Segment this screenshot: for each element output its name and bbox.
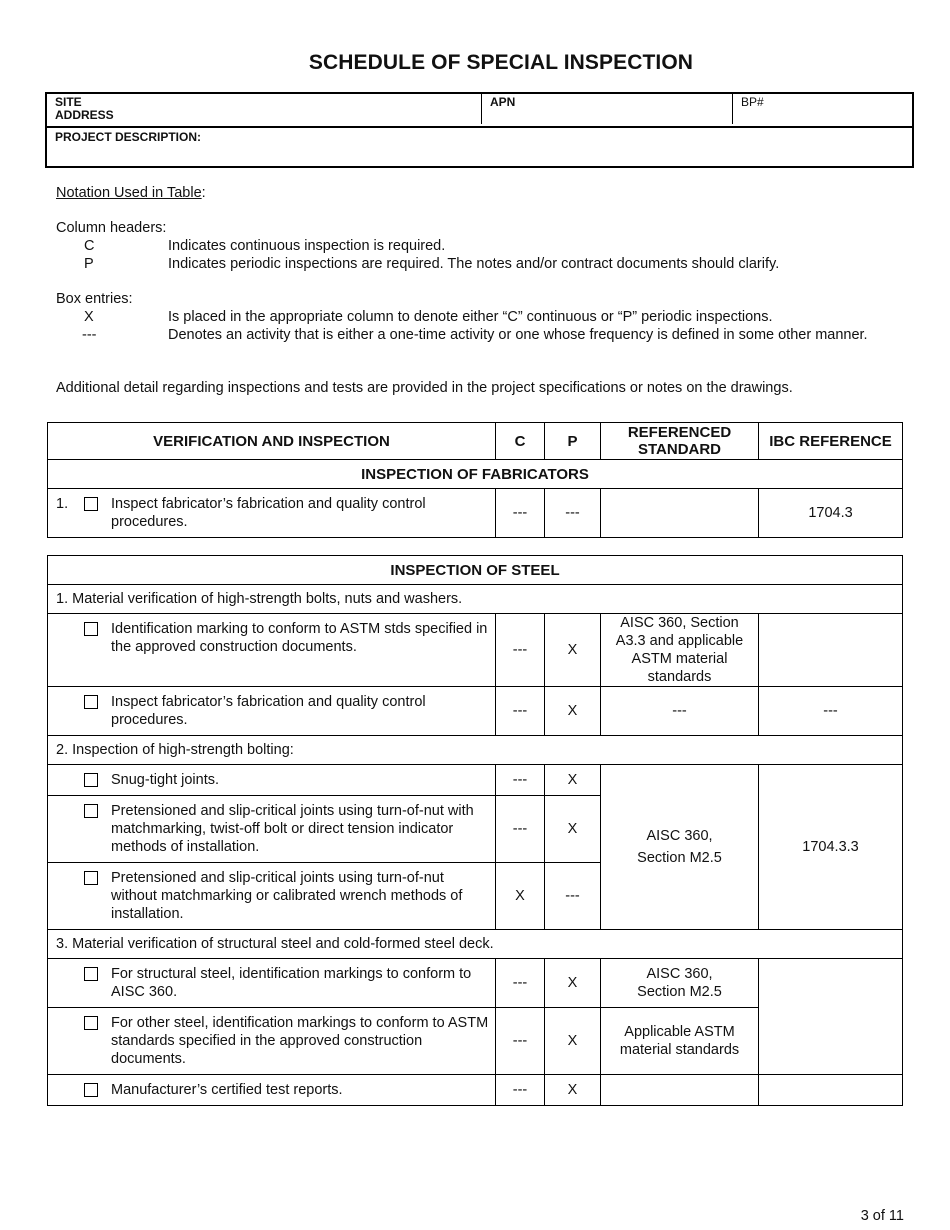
header-p: P xyxy=(545,423,601,460)
header-verification: VERIFICATION AND INSPECTION xyxy=(48,423,496,460)
group-1-label: 1. Material verification of high-strength bolts, nuts and washers. xyxy=(48,585,903,614)
group-row xyxy=(48,585,903,614)
note-dash xyxy=(56,326,916,344)
column-headers-label: Column headers: xyxy=(56,220,167,236)
p-value: --- xyxy=(545,489,601,538)
standard-line-2: Section M2.5 xyxy=(637,850,722,866)
p-value: --- xyxy=(545,863,601,930)
list-item xyxy=(48,614,496,687)
standard-value: --- xyxy=(601,687,759,736)
box-entries-label: Box entries: xyxy=(56,291,133,307)
checkbox[interactable] xyxy=(84,1016,98,1030)
note-c-symbol: C xyxy=(84,238,95,254)
apn-label: APN xyxy=(490,95,516,109)
header-c: C xyxy=(496,423,545,460)
p-value: X xyxy=(545,796,601,863)
group-row xyxy=(48,930,903,959)
list-item xyxy=(48,863,496,930)
item-text: Pretensioned and slip-critical joints using turn-of-nut with matchmarking, twist-off bolt or direct tension indicator methods of installation. xyxy=(111,803,474,855)
header-ibc-reference: IBC REFERENCE xyxy=(759,423,903,460)
address-label: ADDRESS xyxy=(55,108,114,122)
item-text: Inspect fabricator’s fabrication and quality control procedures. xyxy=(111,496,426,530)
note-p xyxy=(56,255,916,273)
standard-line-1: Applicable ASTM xyxy=(624,1024,735,1040)
p-value: X xyxy=(545,1008,601,1075)
table-row xyxy=(48,959,903,1008)
item-text: For other steel, identification markings to conform to ASTM standards specified in the approved construction documents. xyxy=(111,1015,489,1067)
additional-detail-note: Additional detail regarding inspections and tests are provided in the project specifications or notes on the drawings. xyxy=(56,380,793,396)
c-value: --- xyxy=(496,687,545,736)
item-text: Inspect fabricator’s fabrication and quality control procedures. xyxy=(111,694,426,728)
list-item xyxy=(48,959,496,1008)
ibc-value xyxy=(759,614,903,687)
item-number: 1. xyxy=(56,496,69,512)
p-value: X xyxy=(545,1075,601,1106)
standard-value: AISC 360, Section A3.3 and applicable ASTM material standards xyxy=(601,614,759,687)
standard-line-2: Section M2.5 xyxy=(637,984,722,1000)
c-value: --- xyxy=(496,489,545,538)
site-label: SITE xyxy=(55,95,82,109)
c-value: --- xyxy=(496,959,545,1008)
table-row xyxy=(48,687,903,736)
table-row xyxy=(48,489,903,538)
note-x xyxy=(56,308,916,326)
notation-heading: Notation Used in Table xyxy=(56,185,202,201)
table-row xyxy=(48,614,903,687)
checkbox[interactable] xyxy=(84,967,98,981)
ibc-value: --- xyxy=(759,687,903,736)
header-standard: STANDARD xyxy=(637,441,722,458)
fabricator-item xyxy=(48,489,496,538)
note-dash-symbol: --- xyxy=(82,327,97,343)
table-row xyxy=(48,765,903,796)
section-steel: INSPECTION OF STEEL xyxy=(48,556,903,585)
note-x-symbol: X xyxy=(84,309,94,325)
item-text: Pretensioned and slip-critical joints using turn-of-nut without matchmarking or calibrated wrench methods of installation. xyxy=(111,870,463,922)
steel-table xyxy=(47,555,903,1106)
list-item xyxy=(48,1008,496,1075)
item-text: Identification marking to conform to ASTM stds specified in the approved construction documents. xyxy=(111,621,488,655)
note-c-text: Indicates continuous inspection is required. xyxy=(168,238,446,254)
group-row xyxy=(48,736,903,765)
checkbox[interactable] xyxy=(84,1083,98,1097)
checkbox[interactable] xyxy=(84,695,98,709)
standard-line-1: AISC 360, xyxy=(646,966,713,982)
note-x-text: Is placed in the appropriate column to denote either “C” continuous or “P” periodic inspections. xyxy=(168,309,773,325)
standard-value xyxy=(601,765,759,930)
checkbox[interactable] xyxy=(84,622,98,636)
ibc-value xyxy=(759,1075,903,1106)
p-value: X xyxy=(545,765,601,796)
checkbox[interactable] xyxy=(84,871,98,885)
standard-value xyxy=(601,1008,759,1075)
header-referenced-standard xyxy=(601,423,759,460)
c-value: --- xyxy=(496,765,545,796)
p-value: X xyxy=(545,614,601,687)
c-value: X xyxy=(496,863,545,930)
ibc-value: 1704.3.3 xyxy=(759,765,903,930)
standard-value xyxy=(601,1075,759,1106)
bp-field[interactable] xyxy=(733,94,913,124)
group-2-label: 2. Inspection of high-strength bolting: xyxy=(48,736,903,765)
note-dash-text: Denotes an activity that is either a one-time activity or one whose frequency is defined in some other manner. xyxy=(168,327,868,343)
checkbox[interactable] xyxy=(84,773,98,787)
note-p-text: Indicates periodic inspections are required. The notes and/or contract documents should clarify. xyxy=(168,256,780,272)
c-value: --- xyxy=(496,614,545,687)
p-value: X xyxy=(545,959,601,1008)
p-value: X xyxy=(545,687,601,736)
notation-colon: : xyxy=(201,185,206,201)
list-item xyxy=(48,687,496,736)
page-number: 3 of 11 xyxy=(860,1208,904,1224)
checkbox[interactable] xyxy=(84,497,98,511)
project-description-label: PROJECT DESCRIPTION: xyxy=(55,130,202,144)
item-text: For structural steel, identification markings to conform to AISC 360. xyxy=(111,966,472,1000)
table-row xyxy=(48,1075,903,1106)
item-text: Manufacturer’s certified test reports. xyxy=(111,1082,343,1098)
page-title: SCHEDULE OF SPECIAL INSPECTION xyxy=(308,51,694,74)
list-item xyxy=(48,796,496,863)
checkbox[interactable] xyxy=(84,804,98,818)
group-3-label: 3. Material verification of structural steel and cold-formed steel deck. xyxy=(48,930,903,959)
bp-label: BP# xyxy=(741,95,764,109)
apn-field[interactable] xyxy=(482,94,733,124)
c-value: --- xyxy=(496,1075,545,1106)
ibc-value xyxy=(759,959,903,1075)
header-referenced: REFERENCED xyxy=(627,424,732,441)
notation-notes xyxy=(56,184,916,397)
list-item xyxy=(48,1075,496,1106)
standard-line-2: material standards xyxy=(619,1042,740,1058)
standard-value xyxy=(601,959,759,1008)
site-address-field[interactable] xyxy=(47,94,482,124)
item-text: Snug-tight joints. xyxy=(111,772,220,788)
c-value: --- xyxy=(496,796,545,863)
list-item xyxy=(48,765,496,796)
standard-line-1: AISC 360, xyxy=(646,828,713,844)
section-row xyxy=(48,556,903,585)
standard-value xyxy=(601,489,759,538)
c-value: --- xyxy=(496,1008,545,1075)
table-header-row xyxy=(48,423,903,460)
header-row xyxy=(47,94,912,128)
note-p-symbol: P xyxy=(84,256,94,272)
note-c xyxy=(56,237,916,255)
section-row xyxy=(48,460,903,489)
project-header-box xyxy=(45,92,914,168)
section-fabricators: INSPECTION OF FABRICATORS xyxy=(48,460,903,489)
ibc-value: 1704.3 xyxy=(759,489,903,538)
fabricators-table xyxy=(47,422,903,538)
